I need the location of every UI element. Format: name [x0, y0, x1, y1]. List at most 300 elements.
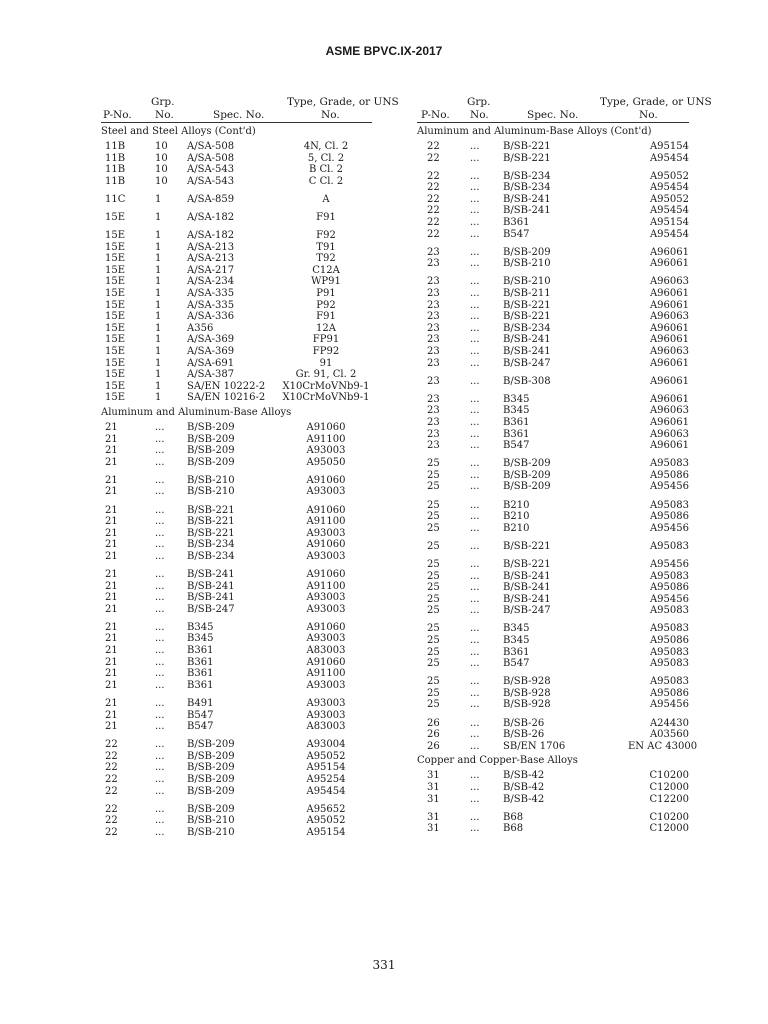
- spec-no-cell: A/SA-335: [187, 299, 235, 311]
- type-grade-uns-cell: A96061: [649, 416, 689, 428]
- spec-no-cell: B/SB-42: [503, 793, 545, 805]
- grp-no-cell: ...: [470, 570, 480, 582]
- type-grade-uns-cell: A96061: [649, 440, 689, 452]
- spec-no-cell: A/SA-508: [187, 141, 235, 152]
- type-grade-uns-cell: X10CrMoVNb9-1: [282, 392, 370, 404]
- grp-no-cell: ...: [470, 793, 480, 805]
- spec-no-cell: B210: [503, 511, 530, 523]
- table-row: [417, 635, 689, 647]
- grp-no-cell: ...: [470, 605, 480, 617]
- type-grade-uns-cell: 91: [319, 357, 333, 369]
- spec-no-cell: B/SB-210: [187, 826, 235, 838]
- table-row: [417, 541, 689, 553]
- spec-no-cell: B547: [503, 658, 530, 670]
- table-row: [417, 458, 689, 470]
- table-row: [417, 405, 689, 417]
- table-row: [101, 657, 372, 669]
- spec-no-cell: SB/EN 1706: [503, 740, 566, 752]
- grp-no-cell: 1: [155, 299, 162, 311]
- spec-no-cell: B/SB-308: [503, 375, 551, 387]
- type-grade-uns-cell: A95052: [649, 170, 689, 182]
- type-grade-uns-cell: A95456: [649, 699, 689, 711]
- p-no-cell: 22: [427, 193, 440, 205]
- type-grade-uns-cell: A95086: [649, 582, 689, 594]
- table-row: [417, 194, 689, 206]
- grp-no-cell: ...: [155, 539, 165, 551]
- table-row: [101, 551, 372, 563]
- table-row: [417, 794, 689, 806]
- spec-no-cell: A/SA-182: [187, 230, 235, 242]
- table-row: [417, 247, 689, 259]
- grp-no-cell: ...: [470, 182, 480, 194]
- table-row: [417, 481, 689, 493]
- p-no-cell: 22: [105, 762, 118, 774]
- spec-no-cell: A356: [187, 322, 214, 334]
- table-row: [417, 688, 689, 700]
- header-type-bottom: No.: [639, 109, 658, 121]
- p-no-cell: 21: [105, 486, 118, 498]
- header-grp: No.: [470, 109, 489, 121]
- p-no-cell: 21: [105, 527, 118, 539]
- type-grade-uns-cell: A95254: [306, 774, 346, 785]
- table-row: [101, 739, 372, 751]
- p-no-cell: 21: [105, 516, 118, 528]
- grp-no-cell: ...: [470, 717, 480, 729]
- grp-no-cell: ...: [470, 740, 480, 752]
- table-row: [101, 164, 372, 176]
- table-row: [101, 539, 372, 551]
- type-grade-uns-cell: A95154: [306, 826, 346, 838]
- grp-no-cell: ...: [470, 288, 480, 300]
- table-row: [417, 605, 689, 617]
- p-no-cell: 11B: [105, 141, 126, 152]
- type-grade-uns-cell: A95083: [649, 658, 689, 670]
- spec-no-cell: B361: [503, 646, 530, 658]
- p-no-cell: 15E: [105, 253, 126, 265]
- table-row: [101, 141, 372, 153]
- grp-no-cell: ...: [155, 721, 165, 733]
- spec-no-cell: B547: [187, 721, 214, 733]
- type-grade-uns-cell: A91060: [306, 539, 346, 551]
- p-no-cell: 23: [427, 416, 440, 428]
- type-grade-uns-cell: C12000: [649, 781, 689, 793]
- spec-no-cell: B/SB-241: [503, 593, 551, 605]
- grp-no-cell: ...: [470, 228, 480, 240]
- table-row: [101, 311, 372, 323]
- spec-no-cell: A/SA-387: [187, 369, 235, 381]
- p-no-cell: 21: [105, 580, 118, 592]
- type-grade-uns-cell: A93004: [306, 739, 346, 751]
- type-grade-uns-cell: C12A: [312, 264, 340, 276]
- table-row: [101, 334, 372, 346]
- type-grade-uns-cell: F91: [316, 211, 336, 223]
- type-grade-uns-cell: A95052: [649, 193, 689, 205]
- type-grade-uns-cell: Gr. 91, Cl. 2: [295, 369, 357, 381]
- spec-no-cell: B345: [187, 621, 214, 633]
- type-grade-uns-cell: A95086: [649, 511, 689, 523]
- spec-no-cell: B/SB-241: [503, 205, 551, 217]
- type-grade-uns-cell: C Cl. 2: [308, 175, 344, 187]
- table-row: [417, 346, 689, 358]
- grp-no-cell: ...: [155, 739, 165, 751]
- page-number: 331: [372, 958, 396, 972]
- type-grade-uns-cell: A95454: [649, 182, 689, 194]
- table-row: [417, 729, 689, 741]
- table-row: [417, 699, 689, 711]
- table-row: [417, 658, 689, 670]
- p-no-cell: 15E: [105, 311, 126, 323]
- type-grade-uns-cell: A83003: [306, 721, 346, 733]
- p-no-cell: 21: [105, 633, 118, 645]
- p-no-cell: 21: [105, 474, 118, 486]
- type-grade-uns-cell: A93003: [306, 709, 346, 721]
- grp-no-cell: ...: [155, 603, 165, 615]
- spec-no-cell: B/SB-209: [187, 421, 235, 433]
- table-row: [101, 815, 372, 827]
- spec-no-cell: B/SB-209: [503, 458, 551, 470]
- type-grade-uns-cell: FP92: [312, 346, 340, 357]
- p-no-cell: 31: [427, 793, 440, 805]
- p-no-cell: 11B: [105, 175, 126, 187]
- spec-no-cell: A/SA-691: [187, 357, 235, 369]
- grp-no-cell: ...: [155, 445, 165, 457]
- type-grade-uns-cell: A95083: [649, 623, 689, 635]
- p-no-cell: 23: [427, 428, 440, 440]
- p-no-cell: 25: [427, 570, 440, 582]
- header-grp-top: Grp.: [467, 96, 491, 108]
- grp-no-cell: ...: [155, 633, 165, 645]
- p-no-cell: 23: [427, 246, 440, 258]
- type-grade-uns-cell: A96061: [649, 375, 689, 387]
- type-grade-uns-cell: P92: [316, 299, 336, 311]
- p-no-cell: 21: [105, 550, 118, 562]
- grp-no-cell: ...: [470, 205, 480, 217]
- p-no-cell: 11B: [105, 152, 126, 164]
- type-grade-uns-cell: WP91: [311, 276, 341, 288]
- type-grade-uns-cell: A95456: [649, 558, 689, 570]
- table-row: [101, 774, 372, 786]
- grp-no-cell: ...: [470, 322, 480, 334]
- grp-no-cell: 1: [155, 264, 162, 276]
- spec-no-cell: B/SB-209: [187, 762, 235, 774]
- spec-no-cell: B/SB-241: [187, 569, 235, 580]
- grp-no-cell: ...: [470, 440, 480, 452]
- table-row: [417, 394, 689, 406]
- table-row: [417, 153, 689, 165]
- p-no-cell: 15E: [105, 211, 126, 223]
- p-no-cell: 21: [105, 592, 118, 604]
- type-grade-uns-cell: A93003: [306, 592, 346, 604]
- grp-no-cell: ...: [470, 511, 480, 523]
- spec-no-cell: B/SB-247: [503, 357, 551, 369]
- grp-no-cell: ...: [470, 258, 480, 270]
- grp-no-cell: ...: [155, 550, 165, 562]
- grp-no-cell: ...: [155, 774, 165, 785]
- spec-no-cell: B/SB-209: [187, 750, 235, 762]
- grp-no-cell: ...: [155, 527, 165, 539]
- type-grade-uns-cell: A24430: [649, 717, 689, 729]
- grp-no-cell: ...: [470, 676, 480, 688]
- grp-no-cell: 10: [155, 164, 168, 176]
- type-grade-uns-cell: A96061: [649, 322, 689, 334]
- grp-no-cell: ...: [470, 141, 480, 152]
- spec-no-cell: B/SB-241: [503, 346, 551, 357]
- p-no-cell: 21: [105, 621, 118, 633]
- spec-no-cell: B/SB-241: [503, 334, 551, 346]
- p-no-cell: 25: [427, 499, 440, 511]
- section-title: Aluminum and Aluminum-Base Alloys: [101, 406, 292, 418]
- p-no-cell: 23: [427, 299, 440, 311]
- spec-no-cell: B/SB-234: [187, 539, 235, 551]
- grp-no-cell: ...: [470, 658, 480, 670]
- p-no-cell: 22: [427, 141, 440, 152]
- spec-no-cell: B361: [503, 217, 530, 229]
- p-no-cell: 21: [105, 456, 118, 468]
- type-grade-uns-cell: A03560: [649, 729, 689, 741]
- table-row: [101, 604, 372, 616]
- p-no-cell: 25: [427, 605, 440, 617]
- p-no-cell: 15E: [105, 230, 126, 242]
- p-no-cell: 21: [105, 721, 118, 733]
- grp-no-cell: ...: [155, 815, 165, 827]
- grp-no-cell: ...: [470, 405, 480, 417]
- p-no-cell: 23: [427, 393, 440, 405]
- table-row: [101, 153, 372, 165]
- header-type-top: Type, Grade, or UNS: [287, 96, 399, 108]
- left-rows: [101, 123, 372, 838]
- spec-no-cell: B/SB-241: [187, 592, 235, 604]
- spec-no-cell: A/SA-369: [187, 346, 235, 357]
- type-grade-uns-cell: A91100: [306, 516, 346, 528]
- grp-no-cell: ...: [155, 421, 165, 433]
- grp-no-cell: 1: [155, 288, 162, 300]
- type-grade-uns-cell: A96061: [649, 334, 689, 346]
- p-no-cell: 31: [427, 811, 440, 823]
- type-grade-uns-cell: A93003: [306, 550, 346, 562]
- p-no-cell: 21: [105, 569, 118, 580]
- p-no-cell: 31: [427, 823, 440, 835]
- spec-no-cell: SA/EN 10216-2: [187, 392, 266, 404]
- spec-no-cell: B/SB-209: [187, 433, 235, 445]
- spec-no-cell: B/SB-241: [503, 582, 551, 594]
- header-spec: Spec. No.: [213, 109, 265, 121]
- type-grade-uns-cell: A93003: [306, 633, 346, 645]
- grp-no-cell: ...: [470, 499, 480, 511]
- table-row: [417, 559, 689, 571]
- grp-no-cell: ...: [470, 393, 480, 405]
- grp-no-cell: 1: [155, 322, 162, 334]
- spec-no-cell: B/SB-209: [187, 456, 235, 468]
- spec-no-cell: B/SB-241: [503, 570, 551, 582]
- table-row: [101, 645, 372, 657]
- table-row: [101, 445, 372, 457]
- p-no-cell: 23: [427, 276, 440, 288]
- table-row: [417, 334, 689, 346]
- type-grade-uns-cell: EN AC 43000: [628, 740, 698, 752]
- table-row: [417, 770, 689, 782]
- grp-no-cell: ...: [470, 729, 480, 741]
- type-grade-uns-cell: C12200: [649, 793, 689, 805]
- p-no-cell: 22: [105, 739, 118, 751]
- table-row: [417, 229, 689, 241]
- type-grade-uns-cell: P91: [316, 288, 336, 300]
- p-no-cell: 25: [427, 658, 440, 670]
- section-title: Aluminum and Aluminum-Base Alloys (Cont'd): [417, 126, 652, 137]
- table-row: [417, 511, 689, 523]
- type-grade-uns-cell: A96063: [649, 405, 689, 417]
- spec-no-cell: SA/EN 10222-2: [187, 380, 266, 392]
- header-type-bottom: No.: [321, 109, 340, 121]
- type-grade-uns-cell: A95154: [306, 762, 346, 774]
- grp-no-cell: ...: [470, 823, 480, 835]
- p-no-cell: 22: [427, 182, 440, 194]
- type-grade-uns-cell: A93003: [306, 679, 346, 691]
- type-grade-uns-cell: A96061: [649, 246, 689, 258]
- p-no-cell: 22: [427, 217, 440, 229]
- table-row: [417, 676, 689, 688]
- grp-no-cell: ...: [155, 668, 165, 680]
- p-no-cell: 21: [105, 539, 118, 551]
- grp-no-cell: 1: [155, 334, 162, 346]
- spec-no-cell: B/SB-210: [503, 276, 551, 288]
- spec-no-cell: B210: [503, 522, 530, 534]
- table-row: [101, 569, 372, 581]
- grp-no-cell: ...: [470, 416, 480, 428]
- grp-no-cell: ...: [155, 621, 165, 633]
- spec-no-cell: B/SB-221: [503, 141, 551, 152]
- column-headers: [101, 96, 399, 123]
- grp-no-cell: ...: [470, 634, 480, 646]
- spec-no-cell: B/SB-928: [503, 699, 551, 711]
- p-no-cell: 25: [427, 634, 440, 646]
- table-row: [417, 171, 689, 183]
- table-row: [101, 381, 372, 393]
- p-no-cell: 25: [427, 522, 440, 534]
- p-no-cell: 22: [427, 152, 440, 164]
- spec-no-cell: A/SA-213: [187, 241, 235, 253]
- type-grade-uns-cell: A95083: [649, 540, 689, 552]
- grp-no-cell: ...: [470, 582, 480, 594]
- spec-no-cell: A/SA-182: [187, 211, 235, 223]
- table-row: [417, 440, 689, 452]
- grp-no-cell: ...: [470, 193, 480, 205]
- p-no-cell: 31: [427, 770, 440, 782]
- type-grade-uns-cell: A95050: [306, 456, 346, 468]
- grp-no-cell: 1: [155, 369, 162, 381]
- table-row: [417, 288, 689, 300]
- type-grade-uns-cell: A95454: [649, 152, 689, 164]
- table-row: [417, 740, 698, 753]
- grp-no-cell: ...: [155, 645, 165, 657]
- table-row: [417, 571, 689, 583]
- type-grade-uns-cell: A96061: [649, 299, 689, 311]
- grp-no-cell: ...: [470, 811, 480, 823]
- spec-no-cell: B/SB-221: [503, 152, 551, 164]
- grp-no-cell: ...: [155, 803, 165, 815]
- grp-no-cell: ...: [155, 709, 165, 721]
- grp-no-cell: ...: [470, 623, 480, 635]
- type-grade-uns-cell: A: [322, 193, 330, 205]
- table-row: [417, 523, 689, 535]
- grp-no-cell: ...: [470, 299, 480, 311]
- p-no-cell: 23: [427, 288, 440, 300]
- grp-no-cell: ...: [155, 592, 165, 604]
- type-grade-uns-cell: A95154: [649, 141, 689, 152]
- spec-no-cell: B361: [187, 645, 214, 657]
- p-no-cell: 23: [427, 440, 440, 452]
- p-no-cell: 26: [427, 740, 440, 752]
- table-row: [101, 668, 372, 680]
- table-row: [417, 417, 689, 429]
- grp-no-cell: ...: [470, 152, 480, 164]
- p-no-cell: 11B: [105, 164, 126, 176]
- grp-no-cell: 1: [155, 311, 162, 323]
- grp-no-cell: 10: [155, 175, 168, 187]
- p-no-cell: 21: [105, 433, 118, 445]
- grp-no-cell: ...: [470, 687, 480, 699]
- table-row: [417, 823, 689, 835]
- spec-no-cell: B547: [503, 228, 530, 240]
- p-no-cell: 22: [427, 228, 440, 240]
- p-no-cell: 15E: [105, 288, 126, 300]
- type-grade-uns-cell: A96063: [649, 346, 689, 357]
- p-no-cell: 22: [105, 750, 118, 762]
- grp-no-cell: ...: [470, 246, 480, 258]
- spec-no-cell: B/SB-234: [503, 322, 551, 334]
- p-no-cell: 15E: [105, 346, 126, 357]
- spec-no-cell: B/SB-928: [503, 687, 551, 699]
- grp-no-cell: ...: [155, 697, 165, 709]
- table-row: [101, 288, 372, 300]
- spec-no-cell: B345: [503, 405, 530, 417]
- table-row: [417, 782, 689, 794]
- table-left-column: [101, 96, 399, 838]
- table-row: [101, 592, 372, 604]
- type-grade-uns-cell: A91060: [306, 621, 346, 633]
- table-row: [417, 182, 689, 194]
- type-grade-uns-cell: A96061: [649, 258, 689, 270]
- table-row: [101, 369, 372, 381]
- grp-no-cell: 1: [155, 211, 162, 223]
- spec-no-cell: B/SB-210: [187, 486, 235, 498]
- grp-no-cell: 10: [155, 141, 168, 152]
- spec-no-cell: B361: [503, 428, 530, 440]
- p-no-cell: 21: [105, 697, 118, 709]
- p-no-cell: 21: [105, 656, 118, 668]
- table-row: [417, 429, 689, 441]
- type-grade-uns-cell: A83003: [306, 645, 346, 657]
- type-grade-uns-cell: A95454: [649, 228, 689, 240]
- table-row: [101, 230, 372, 242]
- table-row: [417, 376, 689, 388]
- grp-no-cell: ...: [470, 522, 480, 534]
- p-no-cell: 22: [427, 205, 440, 217]
- spec-no-cell: B/SB-26: [503, 729, 545, 741]
- type-grade-uns-cell: T91: [316, 241, 336, 253]
- grp-no-cell: ...: [155, 474, 165, 486]
- grp-no-cell: ...: [470, 334, 480, 346]
- type-grade-uns-cell: A96061: [649, 357, 689, 369]
- type-grade-uns-cell: B Cl. 2: [308, 164, 344, 176]
- spec-no-cell: B/SB-211: [503, 288, 551, 300]
- table-row: [101, 516, 372, 528]
- header-spec: Spec. No.: [527, 109, 579, 121]
- right-rows: [417, 123, 698, 835]
- type-grade-uns-cell: 4N, Cl. 2: [303, 141, 349, 152]
- spec-no-cell: B/SB-42: [503, 781, 545, 793]
- type-grade-uns-cell: A95086: [649, 469, 689, 481]
- grp-no-cell: ...: [470, 428, 480, 440]
